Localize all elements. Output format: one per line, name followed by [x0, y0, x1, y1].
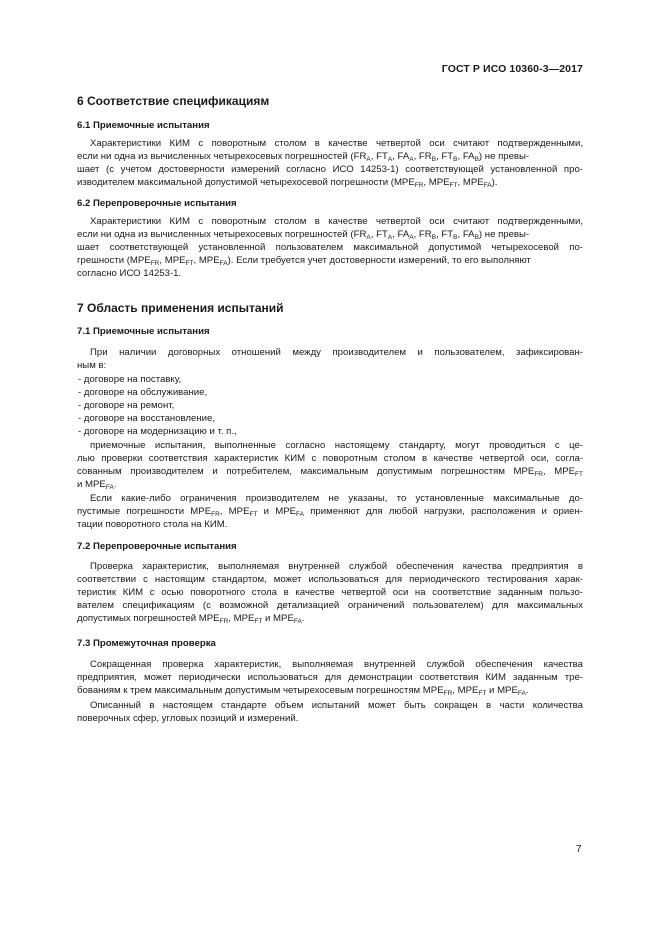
s71-p3-line-3: тации поворотного стола на КИМ.: [77, 519, 228, 530]
s71-bullet-3: - договоре на ремонт,: [78, 400, 175, 411]
s71-bullet-5: - договоре на модернизацию и т. п.,: [78, 426, 237, 437]
subsection-6-1-heading: 6.1 Приемочные испытания: [77, 120, 210, 131]
s71-p3-line-1: Если какие-либо ограничения производителем не указаны, то установленные максимальные до-: [90, 493, 583, 504]
s62-line-5: согласно ИСО 14253-1.: [77, 268, 182, 279]
s61-line-4: изводителем максимальной допустимой четырехосевой погрешности ($MPE_{FR}$, $MPE_{FT}$, $MPE_{FA}$).: [77, 177, 498, 189]
page-number: 7: [576, 844, 582, 855]
s71-bullet-2: - договоре на обслуживание,: [78, 387, 208, 398]
s62-line-3: шает соответствующей установленной пользователем максимальной допустимой четырехосевой по-: [77, 242, 583, 253]
s73-line-1: Сокращенная проверка характеристик, выполняемая внутренней службой обеспечения качества: [90, 659, 583, 670]
s62-line-4: грешности ($MPE_{FR}$, $MPE_{FT}$, $MPE_{FA}$). Если требуется учет достоверности измерений, то его выполняют: [77, 255, 531, 267]
s62-line-1: Характеристики КИМ с поворотным столом в качестве четвертой оси считают подтвержденными,: [90, 216, 583, 227]
s71-p2-line-1: приемочные испытания, выполненные согласно настоящему стандарту, могут проводиться с це-: [90, 440, 583, 451]
s72-line-3: теристик КИМ с осью поворотного стола в качестве четвертой оси на соответствие заданным пользо-: [77, 587, 583, 598]
s62-line-2: если ни одна из вычисленных четырехосевых погрешностей ($FR_A$, $FT_A$, $FA_A$, $FR_B$, $FT_B$, $FA_B$) не превы-: [77, 229, 530, 241]
s72-line-1: Проверка характеристик, выполняемая внутренней службой обеспечения качества предприятия в: [90, 561, 583, 572]
s73-p2-line-1: Описанный в настоящем стандарте объем испытаний может быть сокращен в части количества: [90, 700, 583, 711]
s72-line-2: соответствии с настоящим стандартом, может использоваться для периодического тестирования харак-: [77, 574, 583, 585]
s72-line-4: вателем спецификациям (с возможной детализацией ограничений пользователем) для максимальных: [77, 600, 583, 611]
s71-bullet-4: - договоре на восстановление,: [78, 413, 216, 424]
s61-line-3: шает (с учетом достоверности измерений согласно ИСО 14253-1) соответствующей установленной про-: [77, 164, 583, 175]
s71-p2-line-2: лью проверки соответствия характеристик КИМ с поворотным столом в качестве четвертой оси, согла-: [77, 453, 583, 464]
s73-p2-line-2: поверочных сфер, угловых позиций и измерений.: [77, 713, 299, 724]
s72-line-5: допустимых погрешностей $MPE_{FR}$, $MPE_{FT}$ и $MPE_{FA}$.: [77, 613, 305, 625]
s61-line-1: Характеристики КИМ с поворотным столом в качестве четвертой оси считают подтвержденными,: [90, 138, 583, 149]
s71-line-2: ным в:: [77, 360, 107, 371]
s71-bullet-1: - договоре на поставку,: [78, 374, 182, 385]
subsection-7-1-heading: 7.1 Приемочные испытания: [77, 326, 210, 337]
s71-p3-line-2: пустимые погрешности $MPE_{FR}$, $MPE_{FT}$ и $MPE_{FA}$ применяют для любой нагрузки, расположения и ориен-: [77, 506, 584, 518]
document-code: ГОСТ Р ИСО 10360-3—2017: [441, 63, 583, 75]
s71-p2-line-3: сованным производителем и потребителем, максимальным допустимым погрешностям $MPE_{FR}$, $MPE_{FT}$: [77, 466, 583, 478]
subsection-7-2-heading: 7.2 Перепроверочные испытания: [77, 541, 237, 552]
s73-line-3: бованиям к трем максимальным допустимым четырехосевым погрешностям $MPE_{FR}$, $MPE_{FT}$ и $MPE_{FA}$.: [77, 685, 529, 697]
s71-line-1: При наличии договорных отношений между производителем и пользователем, зафиксирован-: [90, 347, 583, 358]
s73-line-2: предприятия, может периодически использоваться для демонстрации соответствия КИМ заданным тре-: [77, 672, 583, 683]
subsection-7-3-heading: 7.3 Промежуточная проверка: [77, 638, 216, 649]
section-7-heading: 7 Область применения испытаний: [77, 301, 284, 315]
subsection-6-2-heading: 6.2 Перепроверочные испытания: [77, 198, 237, 209]
s61-line-2: если ни одна из вычисленных четырехосевых погрешностей ($FR_A$, $FT_A$, $FA_A$, $FR_B$, $FT_B$, $FA_B$) не превы-: [77, 151, 530, 163]
section-6-heading: 6 Соответствие спецификациям: [77, 94, 270, 108]
s71-p2-line-4: и $MPE_{FA}$.: [77, 479, 117, 491]
